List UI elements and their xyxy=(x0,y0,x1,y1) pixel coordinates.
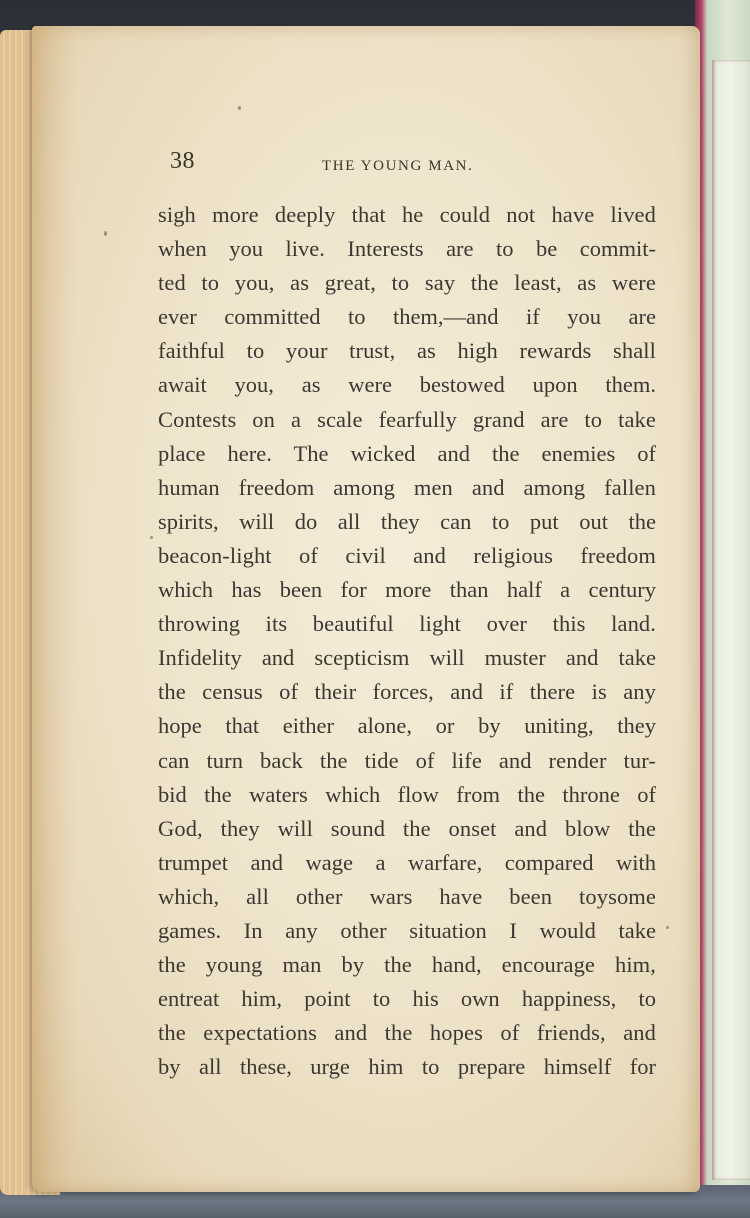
paper-speck xyxy=(666,926,669,929)
paper-speck xyxy=(104,231,107,236)
text-line: the young man by the hand, encourage him, xyxy=(158,952,656,978)
text-line: God, they will sound the onset and blow the xyxy=(158,815,656,841)
page-header xyxy=(32,148,700,178)
text-line: Infidelity and scepticism will muster and take xyxy=(158,645,656,671)
endpaper-right xyxy=(712,60,750,1180)
body-text xyxy=(158,198,656,1084)
text-line: by all these, urge him to prepare himself for xyxy=(158,1054,656,1080)
text-line: sigh more deeply that he could not have lived xyxy=(158,202,656,227)
text-line: ever committed to them,—and if you are xyxy=(158,304,656,330)
text-line: place here. The wicked and the enemies of xyxy=(158,440,656,466)
page-number: 38 xyxy=(170,148,195,174)
page-gutter xyxy=(32,26,77,1192)
text-line: Contests on a scale fearfully grand are to take xyxy=(158,406,656,432)
text-line: can turn back the tide of life and render tur- xyxy=(158,747,656,773)
running-head: THE YOUNG MAN. xyxy=(322,158,474,174)
text-line: await you, as were bestowed upon them. xyxy=(158,372,656,398)
text-line: which has been for more than half a century xyxy=(158,577,656,603)
text-line: beacon-light of civil and religious freedom xyxy=(158,542,656,568)
text-line: throwing its beautiful light over this land. xyxy=(158,611,656,637)
text-line: the census of their forces, and if there is any xyxy=(158,679,656,705)
text-line: the expectations and the hopes of friends, and xyxy=(158,1020,656,1046)
text-line: trumpet and wage a warfare, compared with xyxy=(158,849,656,875)
text-line: bid the waters which flow from the throne of xyxy=(158,781,656,807)
text-line: human freedom among men and among fallen xyxy=(158,474,656,500)
paper-speck xyxy=(150,536,153,539)
text-line: hope that either alone, or by uniting, they xyxy=(158,713,656,739)
text-line: games. In any other situation I would take xyxy=(158,917,656,943)
text-line: which, all other wars have been toysome xyxy=(158,883,656,909)
paper-speck xyxy=(238,106,241,110)
text-line: when you live. Interests are to be commit- xyxy=(158,236,656,262)
text-line: entreat him, point to his own happiness, to xyxy=(158,986,656,1012)
book-page xyxy=(32,26,700,1192)
text-line: faithful to your trust, as high rewards shall xyxy=(158,338,656,364)
text-line: ted to you, as great, to say the least, as were xyxy=(158,270,656,296)
text-line: spirits, will do all they can to put out the xyxy=(158,508,656,534)
